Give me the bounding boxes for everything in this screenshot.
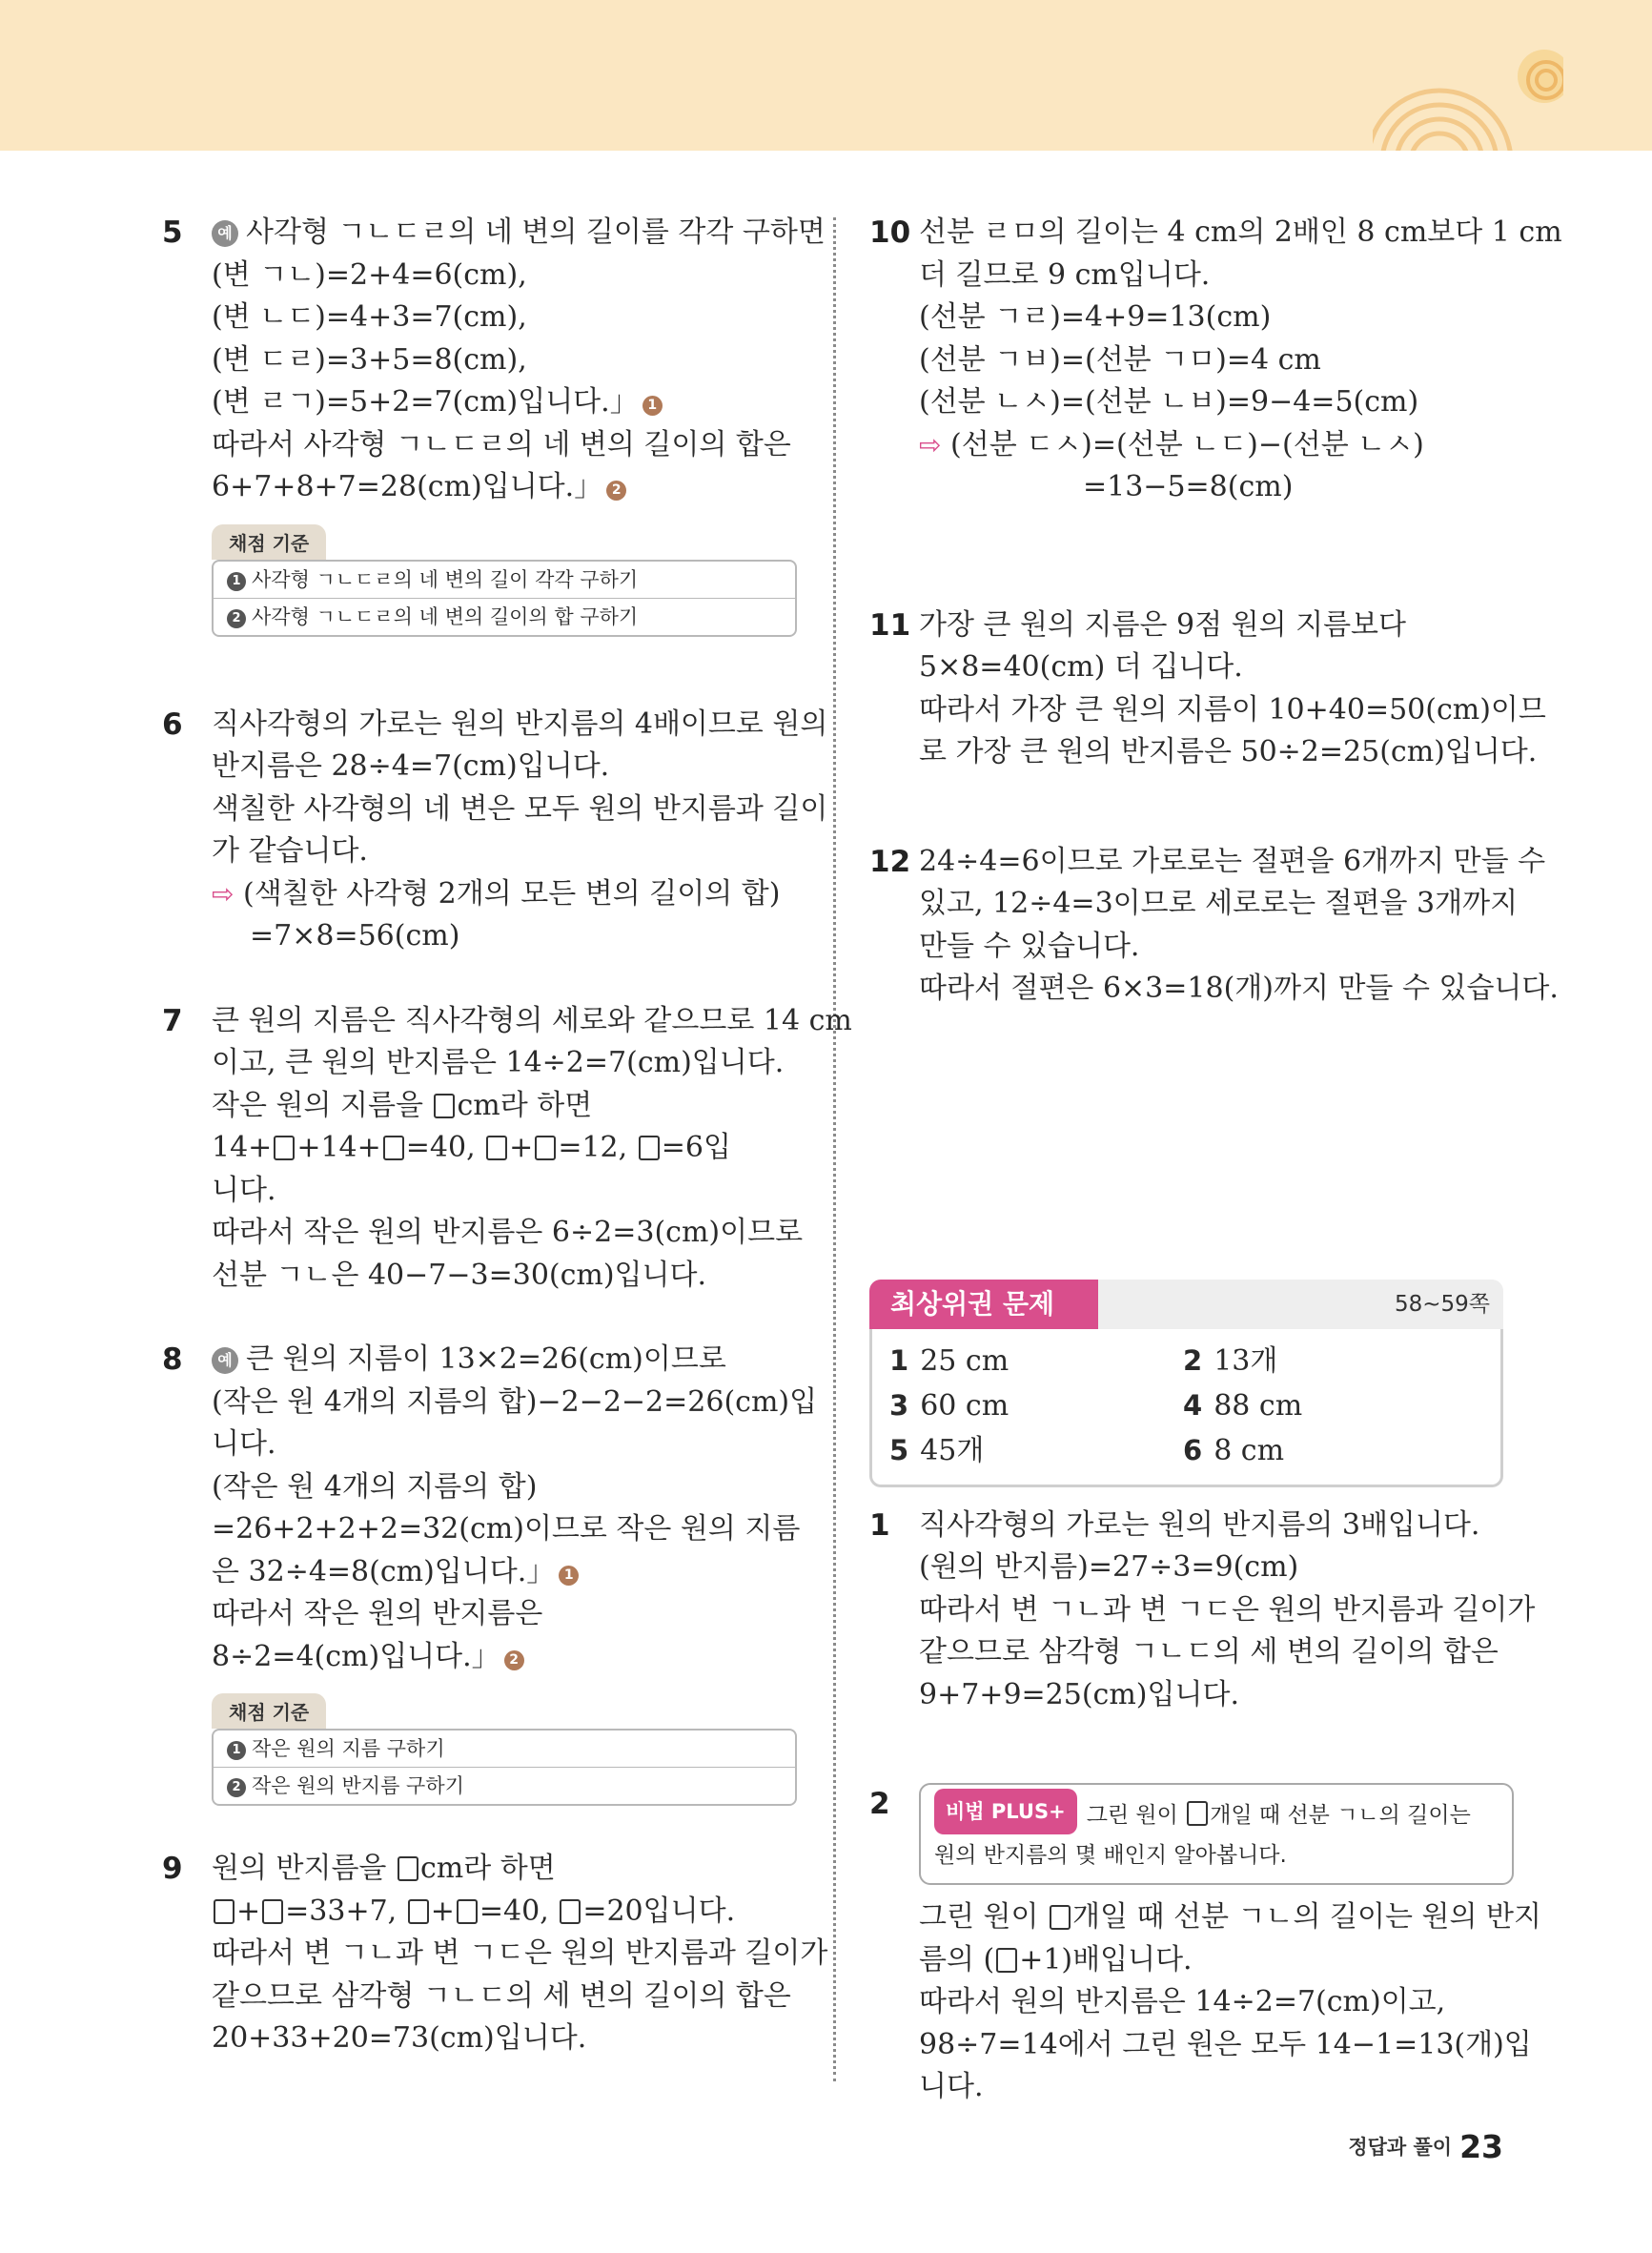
problem-11 bbox=[869, 604, 1546, 774]
text-line: (변 ㄴㄷ)=4+3=7(cm), bbox=[212, 300, 527, 334]
text-line: 따라서 가장 큰 원의 지름이 10+40=50(cm)이므 bbox=[919, 692, 1546, 727]
text-line: 따라서 변 ㄱㄴ과 변 ㄱㄷ은 원의 반지름과 길이가 bbox=[919, 1592, 1536, 1627]
blank-box bbox=[274, 1136, 295, 1160]
blank-box bbox=[560, 1899, 581, 1924]
text-line: 색칠한 사각형의 네 변은 모두 원의 반지름과 길이 bbox=[212, 791, 828, 826]
text-line: 같으므로 삼각형 ㄱㄴㄷ의 세 변의 길이의 합은 bbox=[212, 1978, 791, 2013]
problem-number: 11 bbox=[869, 607, 911, 643]
problem-number: 9 bbox=[162, 1852, 183, 1886]
text-line: 이고, 큰 원의 반지름은 14÷2=7(cm)입니다. bbox=[212, 1046, 785, 1079]
blank-box bbox=[457, 1899, 478, 1924]
text-line: 24÷4=6이므로 가로로는 절편을 6개까지 만들 수 bbox=[919, 844, 1546, 878]
blank-box bbox=[535, 1136, 556, 1160]
text-line: 니다. bbox=[212, 1173, 276, 1207]
text-line: =13−5=8(cm) bbox=[1083, 470, 1294, 503]
blank-box bbox=[262, 1899, 283, 1924]
text-line: 20+33+20=73(cm)입니다. bbox=[212, 2021, 587, 2055]
text-line: 9+7+9=25(cm)입니다. bbox=[919, 1677, 1239, 1711]
right-column bbox=[869, 212, 1562, 2109]
criteria-row: 2 사각형 ㄱㄴㄷㄹ의 네 변의 길이의 합 구하기 bbox=[214, 598, 795, 635]
problem-9: 9 원의 반지름을 cm라 하면 + =33+7, + =40, =20입니다. 따라서 변 ㄱㄴ과 변 ㄱㄷ은 원의 반지름과 길이가 같으므로 삼각형 ㄱㄴㄷ의 세 변의 길이의 합은 20+33+20=73(cm)입니다. bbox=[162, 1848, 803, 2060]
text-line: (선분 ㄴㅅ)=(선분 ㄴㅂ)=9−4=5(cm) bbox=[919, 385, 1419, 419]
text-line: (색칠한 사각형 2개의 모든 변의 길이의 합) bbox=[243, 876, 781, 911]
text-line: 가장 큰 원의 지름은 9점 원의 지름보다 bbox=[919, 607, 1407, 642]
answer-item: 3 60 cm bbox=[889, 1388, 1010, 1423]
page-range: 58~59쪽 bbox=[1394, 1291, 1490, 1317]
text-line: (선분 ㄱㅂ)=(선분 ㄱㅁ)=4 cm bbox=[919, 342, 1321, 377]
text-line: =26+2+2+2=32(cm)이므로 작은 원의 지름 bbox=[212, 1512, 801, 1546]
blank-box bbox=[996, 1948, 1017, 1973]
problem-5 bbox=[162, 212, 826, 637]
problem-number: 12 bbox=[869, 844, 911, 879]
text-line: (원의 반지름)=27÷3=9(cm) bbox=[919, 1550, 1299, 1584]
arrow-icon: ⇨ bbox=[212, 877, 235, 910]
text-line: (작은 원 4개의 지름의 합) bbox=[212, 1469, 538, 1504]
left-column bbox=[162, 212, 852, 2060]
text-line: 5×8=40(cm) 더 깁니다. bbox=[919, 650, 1243, 684]
blank-box bbox=[214, 1899, 235, 1924]
problem-number: 7 bbox=[162, 1003, 183, 1038]
solution-1 bbox=[869, 1505, 1536, 1717]
problem-6 bbox=[162, 704, 828, 958]
problem-7: 7 큰 원의 지름은 직사각형의 세로와 같으므로 14 cm 이고, 큰 원의 반지름은 14÷2=7(cm)입니다. 작은 원의 지름을 cm라 하면 14+ +14+ =40, + =12, =6입 니다. 따라서 작은 원의 반지름은 6÷2=3(cm)이므로 선분 ㄱㄴ은 40−7−3=30(cm)입니다. bbox=[162, 1000, 803, 1298]
text-line: 사각형 ㄱㄴㄷㄹ의 네 변의 길이를 각각 구하면 bbox=[246, 215, 826, 249]
step-2-marker: 2 bbox=[606, 481, 626, 501]
text-line: 같으므로 삼각형 ㄱㄴㄷ의 세 변의 길이의 합은 bbox=[919, 1635, 1499, 1669]
text-line: 만들 수 있습니다. bbox=[919, 929, 1140, 963]
spiral-decoration-icon bbox=[1373, 38, 1563, 151]
step-1-marker: 1 bbox=[642, 396, 663, 416]
text-line: (선분 ㄷㅅ)=(선분 ㄴㄷ)−(선분 ㄴㅅ) bbox=[950, 427, 1424, 461]
problem-10 bbox=[869, 212, 1562, 509]
answer-item: 1 25 cm bbox=[889, 1343, 1010, 1378]
criteria-row: 1 작은 원의 지름 구하기 bbox=[214, 1731, 795, 1767]
blank-box bbox=[398, 1856, 418, 1881]
blank-box bbox=[1187, 1801, 1208, 1826]
tip-box: 비법 PLUS+ 그린 원이 개일 때 선분 ㄱㄴ의 길이는 원의 반지름의 몇 배인지 알아봅니다. bbox=[919, 1783, 1514, 1885]
blank-box bbox=[486, 1136, 507, 1160]
answer-section-title: 최상위권 문제 bbox=[869, 1280, 1098, 1329]
example-badge: 예 bbox=[212, 1347, 238, 1374]
blank-box bbox=[639, 1136, 660, 1160]
text-line: (변 ㄹㄱ)=5+2=7(cm)입니다.」 bbox=[212, 385, 639, 419]
text-line: 가 같습니다. bbox=[212, 834, 368, 868]
problem-number: 6 bbox=[162, 707, 183, 742]
text-line: 6+7+8+7=28(cm)입니다.」 bbox=[212, 470, 603, 503]
example-badge: 예 bbox=[212, 220, 238, 247]
problem-number: 2 bbox=[869, 1787, 890, 1821]
problem-8 bbox=[162, 1339, 818, 1806]
column-divider bbox=[833, 217, 836, 2081]
text-line: 따라서 변 ㄱㄴ과 변 ㄱㄷ은 원의 반지름과 길이가 bbox=[212, 1936, 828, 1970]
problem-12 bbox=[869, 841, 1559, 1011]
text-line: 98÷7=14에서 그린 원은 모두 14−1=13(개)입 bbox=[919, 2027, 1532, 2061]
text-line: 선분 ㄱㄴ은 40−7−3=30(cm)입니다. bbox=[212, 1258, 707, 1292]
criteria-row: 1 사각형 ㄱㄴㄷㄹ의 네 변의 길이 각각 구하기 bbox=[214, 562, 795, 598]
text-line: 8÷2=4(cm)입니다.」 bbox=[212, 1639, 500, 1673]
text-line: 따라서 원의 반지름은 14÷2=7(cm)이고, bbox=[919, 1985, 1446, 2018]
answer-item: 6 8 cm bbox=[1183, 1433, 1285, 1467]
tip-badge: 비법 PLUS+ bbox=[934, 1789, 1077, 1834]
text-line: 직사각형의 가로는 원의 반지름의 4배이므로 원의 bbox=[212, 707, 828, 741]
text-line: (선분 ㄱㄹ)=4+9=13(cm) bbox=[919, 300, 1272, 334]
blank-box bbox=[434, 1094, 455, 1118]
grading-criteria bbox=[212, 524, 803, 637]
problem-number: 5 bbox=[162, 215, 183, 250]
text-line: =7×8=56(cm) bbox=[250, 919, 460, 952]
step-1-marker: 1 bbox=[559, 1566, 579, 1586]
grading-criteria bbox=[212, 1693, 803, 1806]
text-line: 니다. bbox=[919, 2070, 984, 2103]
text-line: (변 ㄱㄴ)=2+4=6(cm), bbox=[212, 257, 527, 292]
tip-text: 원의 반지름의 몇 배인지 알아봅니다. bbox=[934, 1843, 1287, 1868]
page-footer bbox=[1348, 2128, 1503, 2165]
problem-number: 10 bbox=[869, 215, 911, 250]
text-line: (변 ㄷㄹ)=3+5=8(cm), bbox=[212, 342, 527, 377]
text-line: 선분 ㄹㅁ의 길이는 4 cm의 2배인 8 cm보다 1 cm bbox=[919, 215, 1562, 249]
grading-criteria-title: 채점 기준 bbox=[212, 524, 326, 560]
step-2-marker: 2 bbox=[504, 1650, 524, 1670]
text-line: 큰 원의 지름이 13×2=26(cm)이므로 bbox=[246, 1342, 726, 1376]
answer-item: 4 88 cm bbox=[1183, 1388, 1303, 1423]
answer-item: 5 45개 bbox=[889, 1433, 985, 1467]
text-line: 로 가장 큰 원의 반지름은 50÷2=25(cm)입니다. bbox=[919, 735, 1538, 768]
text-line: (작은 원 4개의 지름의 합)−2−2−2=26(cm)입 bbox=[212, 1384, 818, 1419]
answer-summary-box bbox=[869, 1280, 1503, 1487]
text-line: 더 길므로 9 cm입니다. bbox=[919, 257, 1211, 292]
text-line: 따라서 작은 원의 반지름은 6÷2=3(cm)이므로 bbox=[212, 1216, 804, 1249]
text-line: 은 32÷4=8(cm)입니다.」 bbox=[212, 1554, 556, 1588]
text-line: 따라서 작은 원의 반지름은 bbox=[212, 1597, 543, 1630]
problem-number: 1 bbox=[869, 1507, 890, 1543]
solution-2: 2 비법 PLUS+ 그린 원이 개일 때 선분 ㄱㄴ의 길이는 원의 반지름의 몇 배인지 알아봅니다. 그린 원이 개일 때 선분 ㄱㄴ의 길이는 원의 반지 름의 ( +1)배입니다. 따라서 원의 반지름은 14÷2=7(cm)이고, 98÷7=14에서 그린 원은 모두 14−1=13(개)입 니다. bbox=[869, 1783, 1503, 2109]
problem-number: 8 bbox=[162, 1342, 183, 1377]
blank-box bbox=[408, 1899, 429, 1924]
text-line: 따라서 사각형 ㄱㄴㄷㄹ의 네 변의 길이의 합은 bbox=[212, 427, 791, 461]
arrow-icon: ⇨ bbox=[919, 428, 942, 461]
page-number: 23 bbox=[1459, 2128, 1503, 2165]
text-line: 따라서 절편은 6×3=18(개)까지 만들 수 있습니다. bbox=[919, 972, 1559, 1005]
text-line: 반지름은 28÷4=7(cm)입니다. bbox=[212, 749, 610, 783]
answer-item: 2 13개 bbox=[1183, 1343, 1278, 1378]
text-line: 니다. bbox=[212, 1427, 276, 1461]
blank-box bbox=[1050, 1905, 1071, 1930]
text-line: 있고, 12÷4=3이므로 세로로는 절편을 3개까지 bbox=[919, 887, 1519, 920]
text-line: 큰 원의 지름은 직사각형의 세로와 같으므로 14 cm bbox=[212, 1003, 852, 1037]
text-line: 직사각형의 가로는 원의 반지름의 3배입니다. bbox=[919, 1507, 1480, 1542]
blank-box bbox=[383, 1136, 404, 1160]
criteria-row: 2 작은 원의 반지름 구하기 bbox=[214, 1767, 795, 1804]
footer-label: 정답과 풀이 bbox=[1348, 2136, 1453, 2159]
grading-criteria-title: 채점 기준 bbox=[212, 1693, 326, 1729]
